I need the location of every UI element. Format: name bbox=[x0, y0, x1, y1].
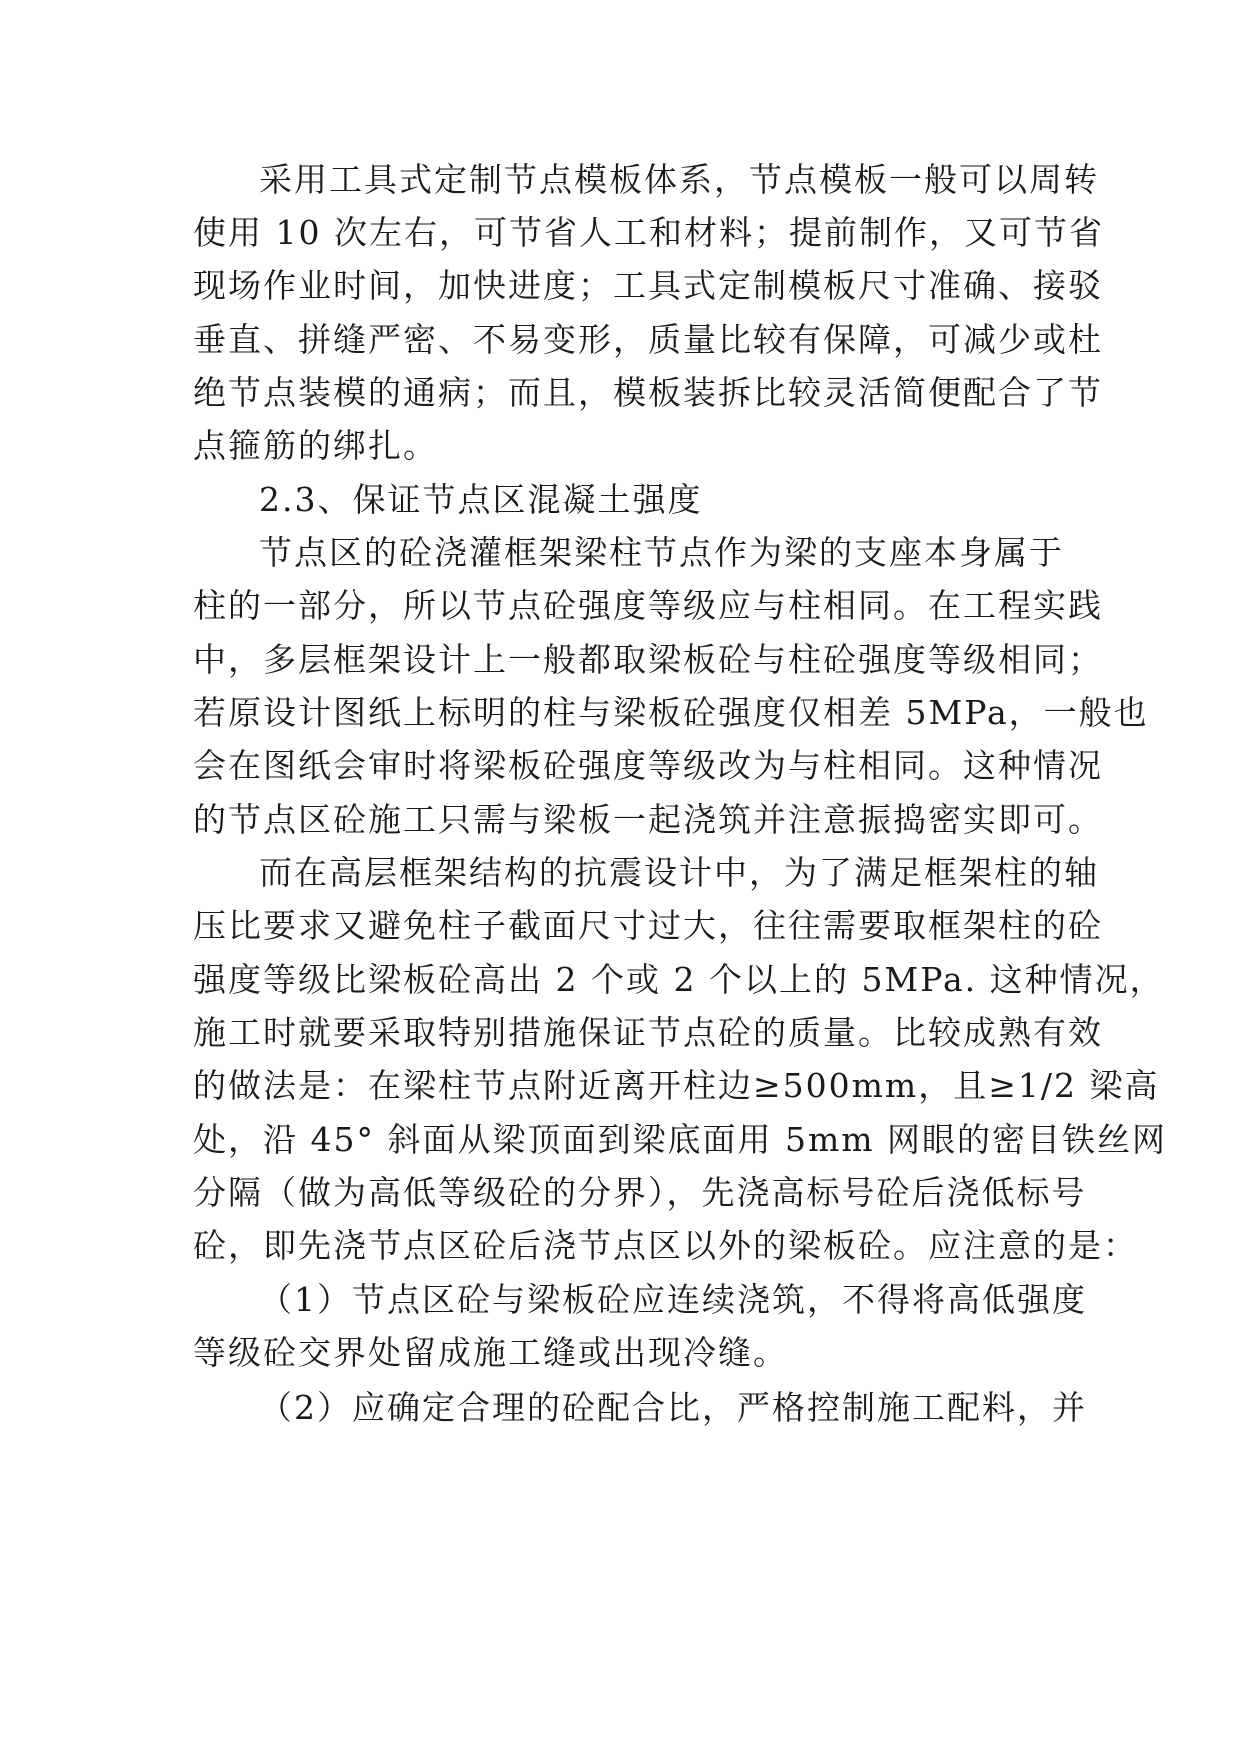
paragraph-line: 强度等级比梁板砼高出 2 个或 2 个以上的 5MPa. 这种情况， bbox=[193, 960, 1165, 999]
paragraph-line: 会在图纸会审时将梁板砼强度等级改为与柱相同。这种情况 bbox=[193, 746, 1103, 785]
paragraph-line: 现场作业时间，加快进度；工具式定制模板尺寸准确、接驳 bbox=[193, 266, 1103, 305]
paragraph-line: 绝节点装模的通病；而且，模板装拆比较灵活简便配合了节 bbox=[193, 373, 1103, 412]
paragraph-line: 的做法是：在梁柱节点附近离开柱边≥500mm，且≥1/2 梁高 bbox=[193, 1066, 1160, 1105]
list-item-2: （2）应确定合理的砼配合比，严格控制施工配料，并 bbox=[259, 1388, 1087, 1427]
paragraph-line: 节点区的砼浇灌框架梁柱节点作为梁的支座本身属于 bbox=[259, 533, 1064, 572]
paragraph-line: 使用 10 次左右，可节省人工和材料；提前制作，又可节省 bbox=[193, 213, 1104, 252]
paragraph-line: 砼，即先浇节点区砼后浇节点区以外的梁板砼。应注意的是： bbox=[193, 1226, 1138, 1265]
paragraph-line: 点箍筋的绑扎。 bbox=[193, 426, 438, 465]
paragraph-line: 等级砼交界处留成施工缝或出现冷缝。 bbox=[193, 1333, 788, 1372]
list-item-1: （1）节点区砼与梁板砼应连续浇筑，不得将高低强度 bbox=[259, 1280, 1087, 1319]
paragraph-line: 采用工具式定制节点模板体系，节点模板一般可以周转 bbox=[259, 160, 1099, 199]
paragraph-line: 若原设计图纸上标明的柱与梁板砼强度仅相差 5MPa，一般也 bbox=[193, 693, 1149, 732]
paragraph-line: 处，沿 45° 斜面从梁顶面到梁底面用 5mm 网眼的密目铁丝网 bbox=[193, 1120, 1168, 1159]
paragraph-line: 中，多层框架设计上一般都取梁板砼与柱砼强度等级相同； bbox=[193, 640, 1103, 679]
paragraph-line: 而在高层框架结构的抗震设计中，为了满足框架柱的轴 bbox=[259, 853, 1099, 892]
paragraph-line: 垂直、拼缝严密、不易变形，质量比较有保障，可减少或杜 bbox=[193, 320, 1103, 359]
paragraph-line: 施工时就要采取特别措施保证节点砼的质量。比较成熟有效 bbox=[193, 1013, 1103, 1052]
paragraph-line: 分隔（做为高低等级砼的分界），先浇高标号砼后浇低标号 bbox=[193, 1173, 1087, 1212]
paragraph-line: 压比要求又避免柱子截面尺寸过大，往往需要取框架柱的砼 bbox=[193, 906, 1103, 945]
paragraph-line: 柱的一部分，所以节点砼强度等级应与柱相同。在工程实践 bbox=[193, 586, 1103, 625]
paragraph-line: 的节点区砼施工只需与梁板一起浇筑并注意振捣密实即可。 bbox=[193, 800, 1103, 839]
section-heading: 2.3、保证节点区混凝土强度 bbox=[259, 480, 703, 519]
